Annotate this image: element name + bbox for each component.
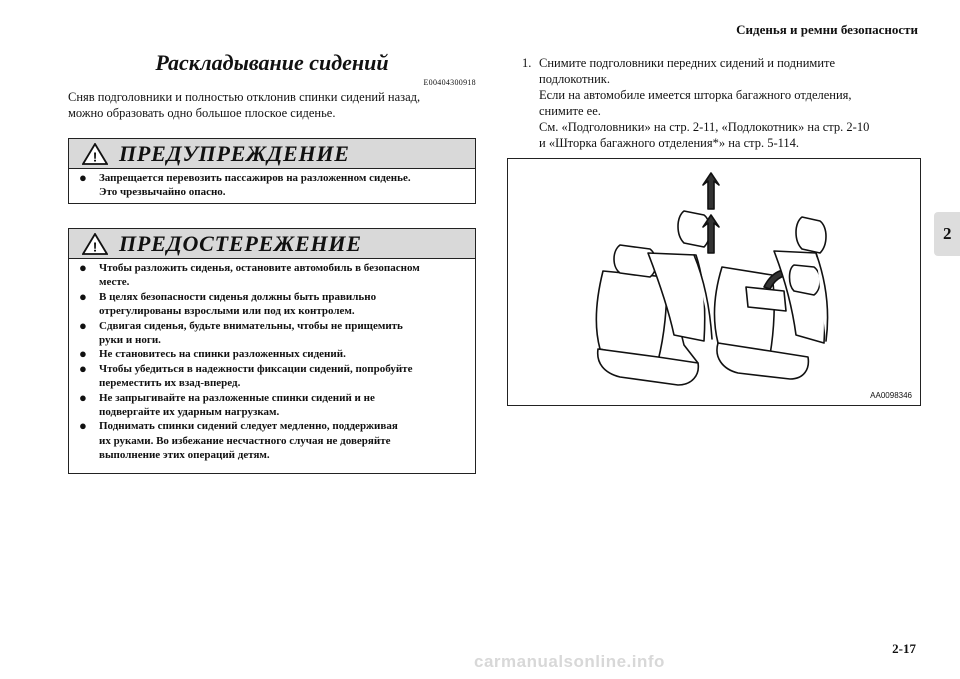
item-line: Это чрезвычайно опасно. [99, 186, 226, 199]
item-line: Запрещается перевозить пассажиров на разложенном сиденье. [99, 172, 411, 184]
warning-triangle-icon [82, 233, 108, 255]
section-code: E00404300918 [423, 78, 476, 87]
item-line: Чтобы убедиться в надежности фиксации сидений, попробуйте [99, 362, 413, 375]
list-item [79, 419, 467, 462]
item-line: Чтобы разложить сиденья, остановите автомобиль в безопасном [99, 262, 420, 274]
bullet-icon: ● [79, 346, 87, 362]
svg-text:!: ! [92, 149, 98, 165]
warning-body [69, 169, 475, 204]
item-line: Не запрыгивайте на разложенные спинки сидений и не [99, 391, 375, 404]
item-line: их руками. Во избежание несчастного случая не доверяйте [99, 434, 391, 447]
seat-illustration [507, 158, 921, 406]
running-header: Сиденья и ремни безопасности [736, 22, 918, 37]
item-line: руки и ноги. [99, 334, 161, 347]
item-line: Поднимать спинки сидений следует медленно, поддерживая [99, 420, 398, 433]
item-line: переместить их взад-вперед. [99, 377, 241, 390]
item-line: подвергайте их ударным нагрузкам. [99, 406, 280, 419]
list-item [79, 319, 467, 348]
item-line: Не становитесь на спинки разложенных сидений. [99, 348, 346, 361]
step-line: снимите ее. [539, 104, 601, 118]
step-line: Если на автомобиле имеется шторка багажного отделения, [539, 88, 852, 102]
intro-line: можно образовать одно большое плоское сиденье. [68, 106, 336, 120]
caution-box [68, 228, 476, 474]
warning-header [69, 139, 475, 169]
bullet-icon: ● [79, 170, 87, 185]
step-1 [522, 55, 922, 151]
list-item [79, 362, 467, 391]
list-item [79, 261, 467, 290]
step-line: Снимите подголовники передних сидений и поднимите [539, 56, 836, 70]
seats-drawing-icon [508, 159, 922, 407]
warning-triangle-icon [82, 143, 108, 165]
chapter-number: 2 [943, 224, 952, 243]
list-item [79, 171, 467, 200]
item-line: отрегулированы взрослыми или под их контролем. [99, 305, 355, 318]
step-line: подлокотник. [539, 72, 610, 86]
warning-box [68, 138, 476, 204]
item-line: Сдвигая сиденья, будьте внимательны, чтобы не прищемить [99, 319, 403, 332]
bullet-icon: ● [79, 288, 87, 304]
caution-title: ПРЕДОСТЕРЕЖЕНИЕ [119, 231, 362, 256]
intro-paragraph [68, 89, 476, 121]
watermark: carmanualsonline.info [474, 652, 665, 671]
page-number: 2-17 [892, 641, 916, 656]
section-block [68, 50, 476, 121]
item-line: месте. [99, 276, 130, 289]
section-title: Раскладывание сидений [155, 50, 389, 75]
warning-title: ПРЕДУПРЕЖДЕНИЕ [119, 141, 350, 166]
bullet-icon: ● [79, 360, 87, 376]
svg-text:!: ! [92, 239, 98, 255]
intro-line: Сняв подголовники и полностью отклонив спинки сидений назад, [68, 90, 421, 104]
step-number: 1. [522, 56, 532, 70]
bullet-icon: ● [79, 260, 87, 275]
item-line: выполнение этих операций детям. [99, 449, 270, 462]
step-block [522, 55, 922, 151]
caution-body [69, 259, 475, 467]
caution-header [69, 229, 475, 259]
chapter-tab [934, 212, 960, 256]
list-item [79, 290, 467, 319]
figure-code: AA0098346 [870, 391, 912, 400]
bullet-icon: ● [79, 418, 87, 434]
bullet-icon: ● [79, 317, 87, 333]
list-item [79, 391, 467, 420]
step-line: См. «Подголовники» на стр. 2-11, «Подлокотник» на стр. 2-10 [539, 120, 870, 134]
bullet-icon: ● [79, 389, 87, 405]
list-item [79, 347, 467, 361]
item-line: В целях безопасности сиденья должны быть правильно [99, 290, 377, 303]
step-line: и «Шторка багажного отделения*» на стр. 5-114. [539, 136, 800, 150]
